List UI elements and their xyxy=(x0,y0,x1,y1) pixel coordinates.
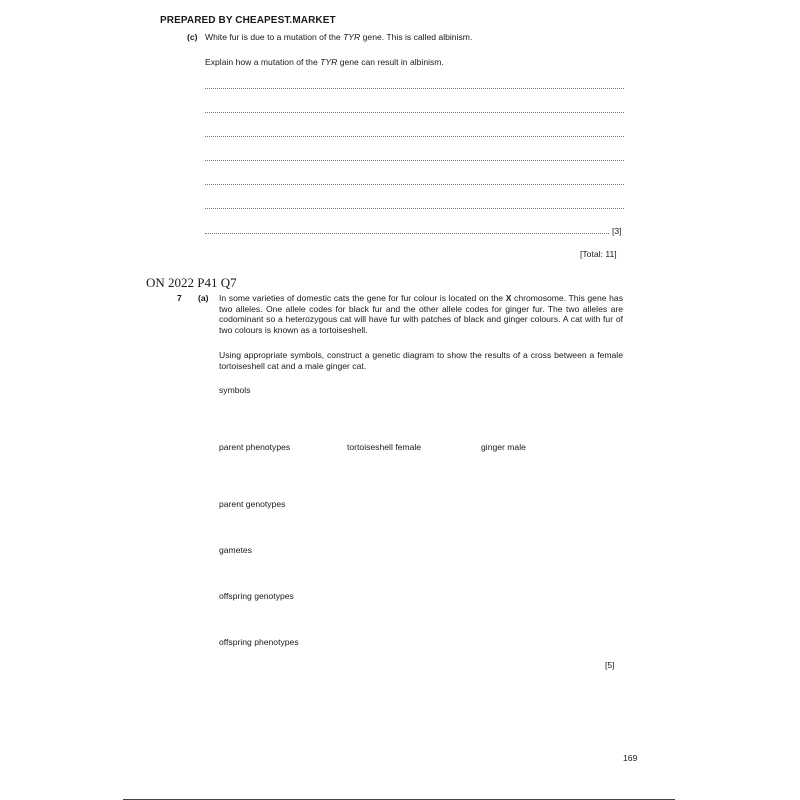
label-offspring-genotypes: offspring genotypes xyxy=(219,591,294,601)
question7-marks: [5] xyxy=(605,660,615,670)
part-c-label: (c) xyxy=(187,32,198,42)
label-tortoiseshell-female: tortoiseshell female xyxy=(347,442,422,452)
para1-text-end: chromosome. This gene has two alleles. One allele codes for black fur and the other allele codes for ginger fur. The two alleles are codominant so a heterozygous cat will have fur with patches of black and ginger colours. A cat with fur of two colours is known as a tortoiseshell. xyxy=(219,293,623,335)
answer-line[interactable] xyxy=(205,112,624,113)
answer-line[interactable] xyxy=(205,160,624,161)
answer-line[interactable] xyxy=(205,184,624,185)
answer-line[interactable] xyxy=(205,136,624,137)
prompt-text-end: gene can result in albinism. xyxy=(337,57,444,67)
label-gametes: gametes xyxy=(219,545,252,555)
label-symbols: symbols xyxy=(219,385,251,395)
question-paragraph-2: Using appropriate symbols, construct a genetic diagram to show the results of a cross between a female tortoiseshell cat and a male ginger cat. xyxy=(219,350,623,371)
question-paragraph-1 xyxy=(219,293,623,335)
label-parent-phenotypes: parent phenotypes xyxy=(219,442,291,452)
statement-text-end: gene. This is called albinism. xyxy=(360,32,473,42)
answer-line[interactable] xyxy=(205,233,609,234)
label-ginger-male: ginger male xyxy=(481,442,526,452)
part-c-statement xyxy=(205,32,472,42)
para1-text: In some varieties of domestic cats the gene for fur colour is located on the xyxy=(219,293,506,303)
prompt-gene: TYR xyxy=(320,57,338,67)
prompt-text: Explain how a mutation of the xyxy=(205,57,321,67)
part-c-marks: [3] xyxy=(612,226,622,236)
statement-text: White fur is due to a mutation of the xyxy=(205,32,344,42)
para1-bold: X xyxy=(505,293,512,303)
question-heading: ON 2022 P41 Q7 xyxy=(146,275,237,290)
total-marks: [Total: 11] xyxy=(580,249,617,259)
answer-line[interactable] xyxy=(205,208,624,209)
part-c-prompt xyxy=(205,57,444,67)
page-number: 169 xyxy=(623,753,638,763)
label-offspring-phenotypes: offspring phenotypes xyxy=(219,637,299,647)
statement-gene: TYR xyxy=(343,32,361,42)
part-a-label: (a) xyxy=(198,293,209,303)
answer-line[interactable] xyxy=(205,88,624,89)
prepared-by-header: PREPARED BY CHEAPEST.MARKET xyxy=(160,15,336,26)
label-parent-genotypes: parent genotypes xyxy=(219,499,286,509)
question-number: 7 xyxy=(177,293,182,303)
